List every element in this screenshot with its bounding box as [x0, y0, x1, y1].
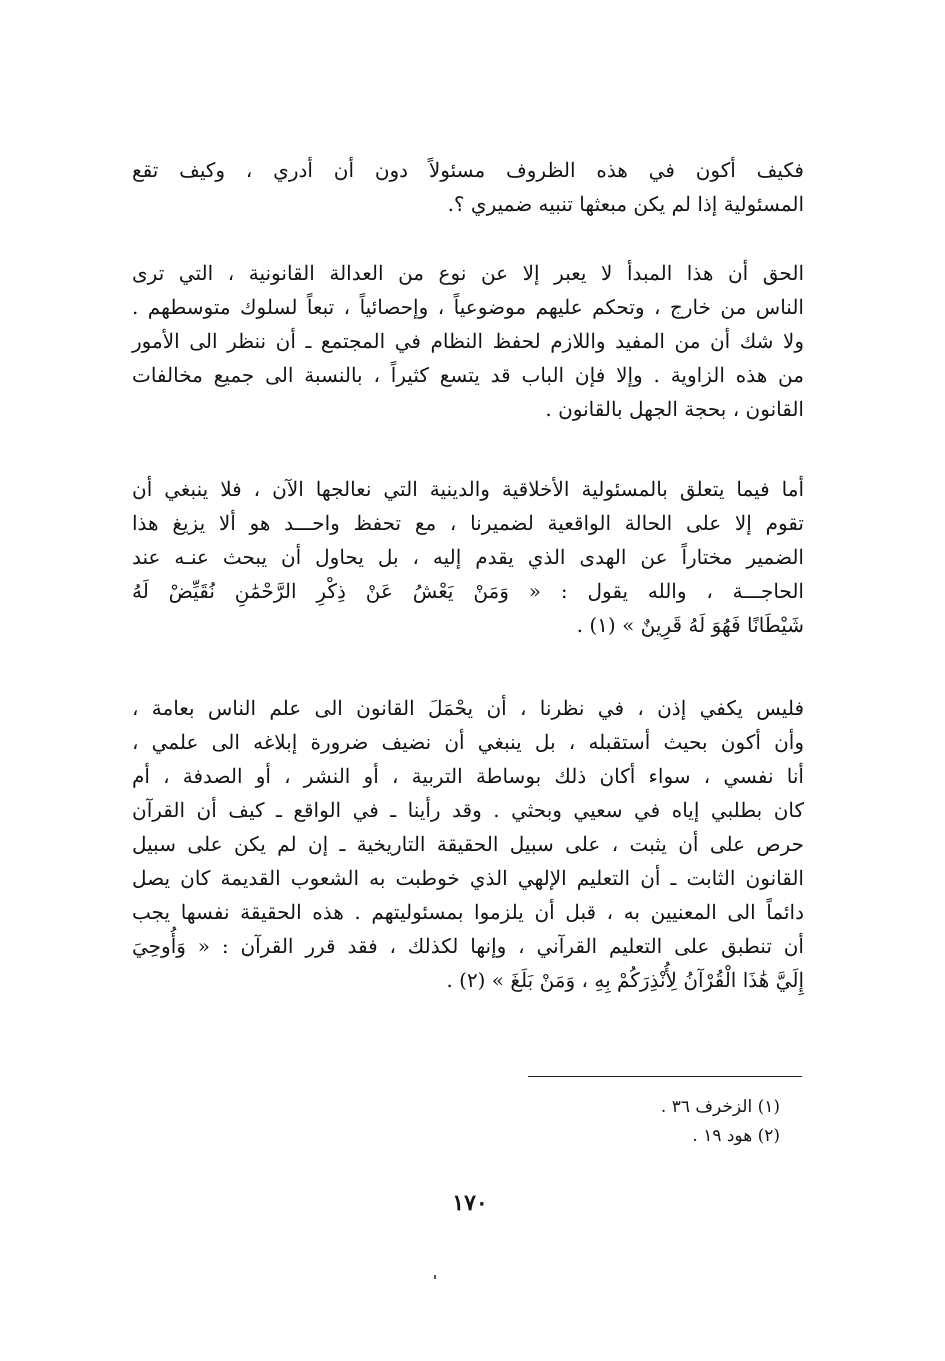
text-line: أن تنطبق على التعليم القرآني ، وإنها لكذلك ، فقد قرر القرآن : « وَأُوحِيَ	[132, 934, 804, 958]
text-line: حرص على أن يثبت ، على سبيل الحقيقة التاريخية ـ إن لم يكن على سبيل	[132, 832, 804, 856]
page-number: ١٧٠	[452, 1190, 488, 1216]
paragraph-2	[132, 256, 804, 426]
text-line: القانون الثابت ـ أن التعليم الإلهي الذي خوطبت به الشعوب القديمة كان يصل	[132, 866, 804, 890]
text-line: فليس يكفي إذن ، في نظرنا ، أن يحْمَلَ القانون الى علم الناس بعامة ،	[132, 696, 804, 720]
text-line: إِلَيَّ هَٰذَا الْقُرْآنُ لِأُنْذِرَكُمْ بِهِ ، وَمَنْ بَلَغَ » (٢) .	[446, 968, 804, 992]
text-line: الضمير مختاراً عن الهدى الذي يقدم إليه ، بل يحاول أن يبحث عنـه عند	[132, 545, 804, 569]
paragraph-3	[132, 472, 804, 642]
text-line: دائماً الى المعنيين به ، قبل أن يلزموا بمسئوليتهم . هذه الحقيقة نفسها يجب	[132, 900, 804, 924]
footnotes	[560, 1093, 780, 1151]
footnote-divider	[528, 1076, 802, 1077]
text-line: المسئولية إذا لم يكن مبعثها تنبيه ضميري ؟.	[447, 192, 804, 216]
text-line: كان بطلبي إياه في سعيي وبحثي . وقد رأينا ـ في الواقع ـ كيف أن القرآن	[132, 798, 804, 822]
text-line: فكيف أكون في هذه الظروف مسئولاً دون أن أدري ، وكيف تقع	[132, 158, 804, 182]
text-line: الناس من خارج ، وتحكم عليهم موضوعياً ، وإحصائياً ، تبعاً لسلوك متوسطهم .	[132, 295, 804, 319]
text-line: وأن أكون بحيث أستقبله ، بل ينبغي أن نضيف ضرورة إبلاغه الى علمي ،	[132, 730, 804, 754]
text-line: الحاجـــة ، والله يقول : « وَمَنْ يَعْشُ عَنْ ذِكْرِ الرَّحْمَٰنِ نُقَيِّضْ لَهُ	[132, 579, 804, 603]
paragraph-4	[132, 691, 804, 997]
text-line: القانون ، بحجة الجهل بالقانون .	[545, 397, 804, 421]
text-line: الحق أن هذا المبدأ لا يعبر إلا عن نوع من العدالة القانونية ، التي ترى	[132, 261, 804, 285]
footnote-1: (١) الزخرف ٣٦ .	[660, 1097, 780, 1117]
scan-speck	[434, 1275, 436, 1279]
text-line: من هذه الزاوية . وإلا فإن الباب قد يتسع كثيراً ، بالنسبة الى جميع مخالفات	[132, 363, 804, 387]
text-line: تقوم إلا على الحالة الواقعية لضميرنا ، مع تحفظ واحـــد هو ألا يزيغ هذا	[132, 511, 804, 535]
footnote-2: (٢) هود ١٩ .	[692, 1126, 780, 1146]
paragraph-1	[132, 153, 804, 221]
text-line: أنا نفسي ، سواء أكان ذلك بوساطة التربية ، أو النشر ، أو الصدفة ، أم	[132, 764, 804, 788]
text-line: شَيْطَانًا فَهُوَ لَهُ قَرِينٌ » (١) .	[576, 613, 804, 637]
text-line: ولا شك أن من المفيد واللازم لحفظ النظام في المجتمع ـ أن ننظر الى الأمور	[132, 329, 804, 353]
text-line: أما فيما يتعلق بالمسئولية الأخلاقية والدينية التي نعالجها الآن ، فلا ينبغي أن	[132, 477, 804, 501]
